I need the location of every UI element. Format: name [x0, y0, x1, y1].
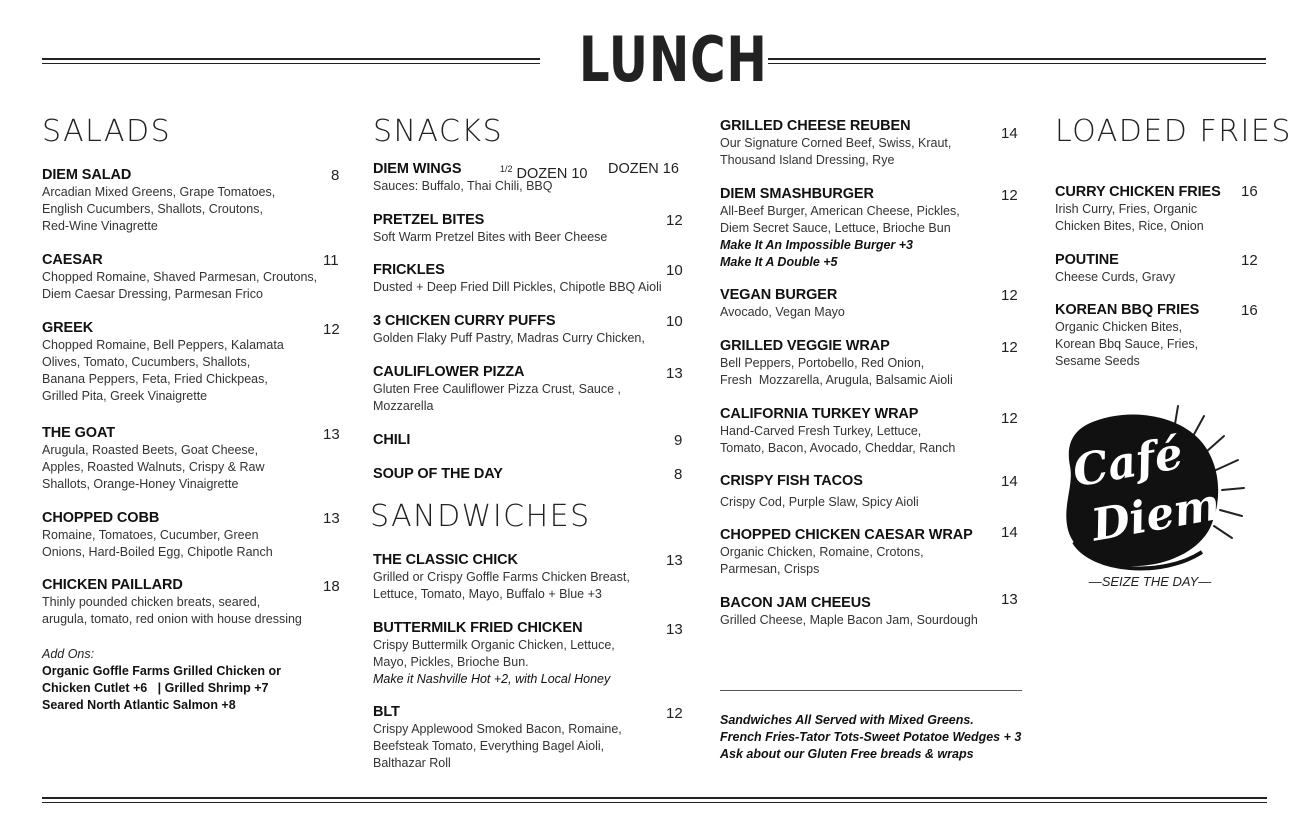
item-desc: Crispy Applewood Smoked Bacon, Romaine, — [373, 722, 622, 736]
menu-item — [42, 510, 340, 561]
item-price: 8 — [331, 167, 340, 184]
item-price: 12 — [1001, 410, 1018, 427]
menu-item — [720, 287, 1020, 321]
item-name: CALIFORNIA TURKEY WRAP — [720, 406, 919, 422]
item-desc: English Cucumbers, Shallots, Croutons, — [42, 202, 263, 216]
menu-item — [1055, 252, 1245, 286]
item-price: 12 — [1241, 252, 1258, 269]
item-name: BACON JAM CHEEUS — [720, 595, 871, 611]
item-extra: Make it Nashville Hot +2, with Local Honey — [373, 672, 611, 686]
menu-item — [373, 704, 683, 772]
item-name: CAULIFLOWER PIZZA — [373, 364, 525, 380]
item-price: 10 — [666, 262, 683, 279]
item-name: SOUP OF THE DAY — [373, 466, 503, 482]
item-price: 18 — [323, 578, 340, 595]
note-line: French Fries-Tator Tots-Sweet Potatoe Wedges + 3 — [720, 730, 1022, 744]
item-desc: Red-Wine Vinagrette — [42, 219, 158, 233]
item-desc: Diem Secret Sauce, Lettuce, Brioche Bun — [720, 221, 951, 235]
add-ons-line: Chicken Cutlet +6 | Grilled Shrimp +7 — [42, 681, 269, 695]
item-price: 13 — [323, 510, 340, 527]
item-price: 14 — [1001, 473, 1018, 490]
menu-item — [720, 338, 1020, 389]
menu-item — [1055, 184, 1245, 235]
item-price: 13 — [666, 621, 683, 638]
item-price: 13 — [666, 552, 683, 569]
item-price: 12 — [1001, 187, 1018, 204]
item-price: 9 — [674, 432, 683, 449]
item-price: 8 — [674, 466, 683, 483]
bottom-rule-2 — [42, 802, 1267, 803]
item-desc: Chopped Romaine, Shaved Parmesan, Croutons, — [42, 270, 318, 284]
item-name: DIEM SALAD — [42, 167, 132, 183]
item-desc: Gluten Free Cauliflower Pizza Crust, Sauce , — [373, 382, 622, 396]
item-name: THE GOAT — [42, 425, 116, 441]
item-desc: Irish Curry, Fries, Organic — [1055, 202, 1198, 216]
section-heading-sandwiches: SANDWICHES — [370, 499, 591, 534]
item-price: 12 — [1001, 339, 1018, 356]
item-desc: Crispy Buttermilk Organic Chicken, Lettuce, — [373, 638, 615, 652]
item-price: 13 — [1001, 591, 1018, 608]
item-desc: Thousand Island Dressing, Rye — [720, 153, 895, 167]
item-price: 11 — [323, 252, 339, 269]
item-desc: Apples, Roasted Walnuts, Crispy & Raw — [42, 460, 265, 474]
item-desc: Golden Flaky Puff Pastry, Madras Curry Chicken, — [373, 331, 645, 345]
menu-item — [1055, 302, 1245, 370]
title-rule-left-2 — [42, 63, 540, 64]
item-desc: Hand-Carved Fresh Turkey, Lettuce, — [720, 424, 922, 438]
item-name: 3 CHICKEN CURRY PUFFS — [373, 313, 556, 329]
section-heading-salads: SALADS — [42, 114, 172, 149]
add-ons-line: Seared North Atlantic Salmon +8 — [42, 698, 236, 712]
menu-item — [373, 364, 683, 415]
section-heading-snacks: SNACKS — [373, 114, 504, 149]
item-desc: Dusted + Deep Fried Dill Pickles, Chipotle BBQ Aioli — [373, 280, 662, 294]
item-desc: Onions, Hard-Boiled Egg, Chipotle Ranch — [42, 545, 273, 559]
menu-item — [373, 466, 683, 483]
item-desc: Bell Peppers, Portobello, Red Onion, — [720, 356, 925, 370]
item-desc: Avocado, Vegan Mayo — [720, 305, 845, 319]
item-extra: Make It An Impossible Burger +3 — [720, 238, 913, 252]
menu-item — [720, 406, 1020, 457]
note-line: Ask about our Gluten Free breads & wraps — [720, 747, 974, 761]
bottom-rule-1 — [42, 797, 1267, 799]
item-name: THE CLASSIC CHICK — [373, 552, 518, 568]
logo-word-2: Diem — [1087, 478, 1225, 552]
page-title: LUNCH — [578, 23, 768, 96]
item-desc: Olives, Tomato, Cucumbers, Shallots, — [42, 355, 251, 369]
wings-dozen: DOZEN 16 — [608, 161, 679, 177]
item-desc: Organic Chicken, Romaine, Crotons, — [720, 545, 924, 559]
menu-item — [373, 262, 693, 296]
menu-item — [720, 527, 1020, 578]
item-name: VEGAN BURGER — [720, 287, 838, 303]
menu-item — [720, 595, 1020, 629]
half-dozen-label: DOZEN 10 — [516, 165, 588, 182]
item-name: CURRY CHICKEN FRIES — [1055, 184, 1221, 200]
item-price: 12 — [666, 705, 683, 722]
item-desc: Grilled Pita, Greek Vinaigrette — [42, 389, 208, 403]
item-desc: Arcadian Mixed Greens, Grape Tomatoes, — [42, 185, 276, 199]
item-desc: Mozzarella — [373, 399, 434, 413]
notes-divider — [720, 690, 1022, 691]
item-desc: Cheese Curds, Gravy — [1055, 270, 1176, 284]
item-desc: Organic Chicken Bites, — [1055, 320, 1183, 334]
note-line: Sandwiches All Served with Mixed Greens. — [720, 713, 974, 727]
item-name: KOREAN BBQ FRIES — [1055, 302, 1200, 318]
item-desc: Chicken Bites, Rice, Onion — [1055, 219, 1204, 233]
menu-item — [720, 118, 1020, 169]
item-price: 10 — [666, 313, 683, 330]
item-desc: Chopped Romaine, Bell Peppers, Kalamata — [42, 338, 284, 352]
item-desc: Shallots, Orange-Honey Vinaigrette — [42, 477, 239, 491]
item-desc: All-Beef Burger, American Cheese, Pickles, — [720, 204, 960, 218]
add-ons — [42, 646, 340, 714]
menu-item — [373, 620, 693, 688]
item-desc: arugula, tomato, red onion with house dressing — [42, 612, 302, 626]
logo-tagline: —SEIZE THE DAY— — [1088, 574, 1212, 589]
item-desc: Arugula, Roasted Beets, Goat Cheese, — [42, 443, 259, 457]
wings-half-dozen — [500, 161, 587, 183]
item-name: BUTTERMILK FRIED CHICKEN — [373, 620, 583, 636]
item-desc: Grilled or Crispy Goffle Farms Chicken Breast, — [373, 570, 630, 584]
item-name: CHOPPED CHICKEN CAESAR WRAP — [720, 527, 973, 543]
item-price: 14 — [1001, 524, 1018, 541]
item-name: DIEM SMASHBURGER — [720, 186, 874, 202]
item-desc: Sauces: Buffalo, Thai Chili, BBQ — [373, 179, 553, 193]
item-name: CHICKEN PAILLARD — [42, 577, 183, 593]
item-desc: Lettuce, Tomato, Mayo, Buffalo + Blue +3 — [373, 587, 602, 601]
item-name: GRILLED CHEESE REUBEN — [720, 118, 911, 134]
item-price: 16 — [1241, 302, 1258, 319]
item-desc: Soft Warm Pretzel Bites with Beer Cheese — [373, 230, 608, 244]
item-desc: Crispy Cod, Purple Slaw, Spicy Aioli — [720, 495, 919, 509]
menu-item — [720, 186, 1020, 271]
sandwich-notes — [720, 712, 1030, 763]
menu-item — [42, 320, 340, 405]
item-name: BLT — [373, 704, 400, 720]
item-desc: Korean Bbq Sauce, Fries, — [1055, 337, 1199, 351]
item-price: 12 — [323, 321, 340, 338]
item-desc: Romaine, Tomatoes, Cucumber, Green — [42, 528, 259, 542]
item-name: CHILI — [373, 432, 411, 448]
item-desc: Fresh Mozzarella, Arugula, Balsamic Aioli — [720, 373, 953, 387]
add-ons-line: Organic Goffle Farms Grilled Chicken or — [42, 664, 281, 678]
logo-word-1: Café — [1069, 427, 1187, 498]
item-name: POUTINE — [1055, 252, 1119, 268]
item-name: CAESAR — [42, 252, 103, 268]
title-rule-left-1 — [42, 58, 540, 60]
item-price: 12 — [666, 212, 683, 229]
item-price: 16 — [1241, 183, 1258, 200]
item-desc: Mayo, Pickles, Brioche Bun. — [373, 655, 529, 669]
item-desc: Diem Caesar Dressing, Parmesan Frico — [42, 287, 263, 301]
item-desc: Banana Peppers, Feta, Fried Chickpeas, — [42, 372, 268, 386]
item-name: PRETZEL BITES — [373, 212, 485, 228]
item-name: FRICKLES — [373, 262, 445, 278]
menu-item — [373, 552, 683, 603]
item-desc: Tomato, Bacon, Avocado, Cheddar, Ranch — [720, 441, 956, 455]
menu-item — [42, 425, 340, 493]
menu-item — [720, 473, 1020, 511]
menu-item — [373, 313, 683, 347]
item-desc: Beefsteak Tomato, Everything Bagel Aioli, — [373, 739, 605, 753]
item-name: DIEM WINGS — [373, 161, 462, 177]
menu-item — [42, 167, 340, 235]
half-mark: 1/2 — [500, 164, 513, 174]
item-price: 12 — [1001, 287, 1018, 304]
menu-item — [42, 577, 340, 628]
item-desc: Grilled Cheese, Maple Bacon Jam, Sourdough — [720, 613, 978, 627]
item-name: CHOPPED COBB — [42, 510, 160, 526]
cafe-diem-logo — [1052, 402, 1248, 592]
item-price: 13 — [323, 426, 340, 443]
item-price: 14 — [1001, 125, 1018, 142]
item-desc: Sesame Seeds — [1055, 354, 1140, 368]
item-name: GREEK — [42, 320, 94, 336]
menu-item — [373, 432, 683, 449]
item-price: 13 — [666, 365, 683, 382]
item-desc: Thinly pounded chicken breats, seared, — [42, 595, 261, 609]
item-desc: Balthazar Roll — [373, 756, 451, 770]
item-desc: Our Signature Corned Beef, Swiss, Kraut, — [720, 136, 952, 150]
menu-item — [42, 252, 340, 303]
item-name: GRILLED VEGGIE WRAP — [720, 338, 890, 354]
section-heading-loaded-fries: LOADED FRIES — [1055, 114, 1292, 149]
item-name: CRISPY FISH TACOS — [720, 473, 863, 489]
item-desc: Parmesan, Crisps — [720, 562, 820, 576]
item-extra: Make It A Double +5 — [720, 255, 838, 269]
title-rule-right-1 — [768, 58, 1266, 60]
menu-item — [373, 212, 683, 246]
title-rule-right-2 — [768, 63, 1266, 64]
add-ons-label: Add Ons: — [42, 647, 95, 661]
